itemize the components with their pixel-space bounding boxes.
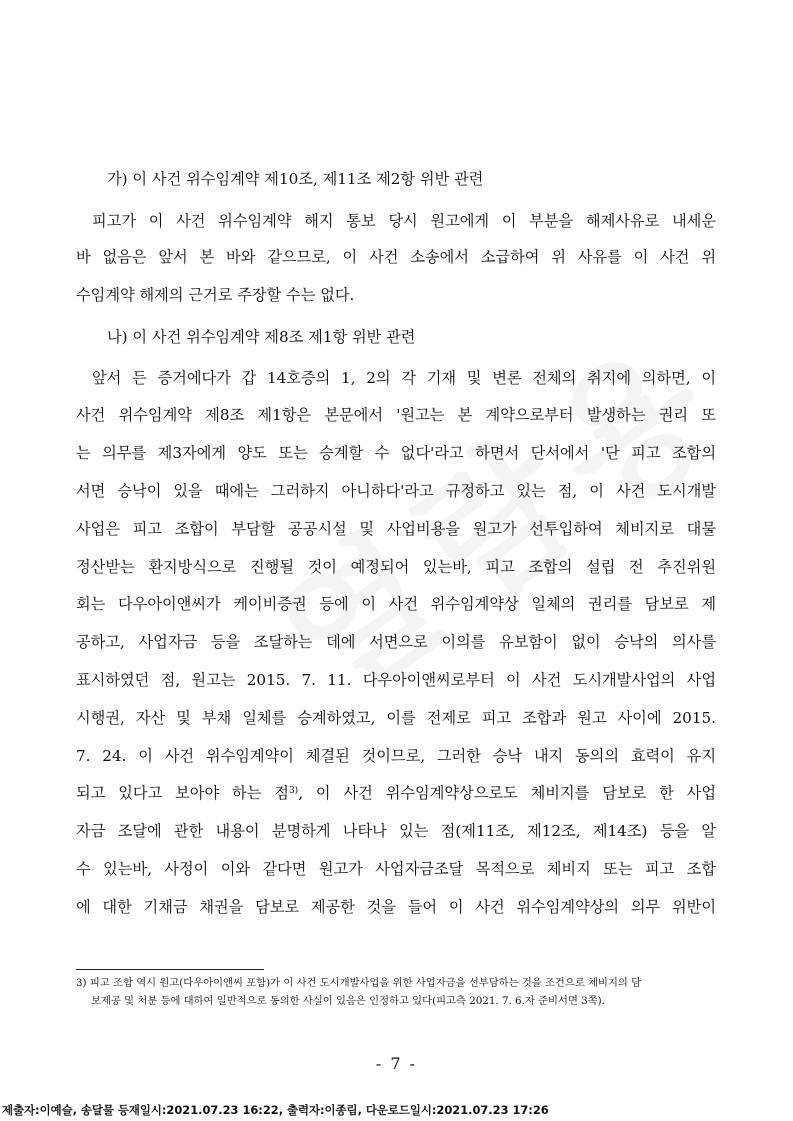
paragraph-line: 에 대한 기채금 채권을 담보로 제공한 것을 들어 이 사건 위수임계약상의 의무 위반이 bbox=[76, 898, 716, 916]
section-a-heading: 가) 이 사건 위수임계약 제10조, 제11조 제2항 위반 관련 bbox=[107, 170, 484, 188]
paragraph-line: 표시하였던 점, 원고는 2015. 7. 11. 다우아이앤씨로부터 이 사건 도시개발사업의 사업 bbox=[76, 671, 716, 689]
section-b-heading: 나) 이 사건 위수임계약 제8조 제1항 위반 관련 bbox=[107, 328, 416, 346]
footnote-ref[interactable]: 3) bbox=[288, 786, 299, 796]
footnote-line bbox=[76, 975, 716, 991]
footnote-text: 피고 조합 역시 원고(다우아이앤씨 포함)가 이 사건 도시개발사업을 위한 사업자금을 선부담하는 것을 조건으로 체비지의 담 bbox=[89, 977, 642, 989]
paragraph-text: , 이 사건 위수임계약상으로도 체비지를 담보로 한 사업 bbox=[298, 784, 716, 802]
paragraph-line: 수임계약 해제의 근거로 주장할 수는 없다. bbox=[76, 286, 355, 304]
paragraph-line: 7. 24. 이 사건 위수임계약이 체결된 것이므로, 그러한 승낙 내지 동의의 효력이 유지 bbox=[76, 747, 716, 765]
footnote-divider bbox=[76, 969, 264, 970]
paragraph-line: 피고가 이 사건 위수임계약 해지 통보 당시 원고에게 이 부분을 해제사유로 내세운 bbox=[92, 212, 716, 230]
paragraph-line: 회는 다우아이앤씨가 케이비증권 등에 이 사건 위수임계약상 일체의 권리를 담보로 제 bbox=[76, 595, 716, 613]
paragraph-line: 는 의무를 제3자에게 양도 또는 승계할 수 없다'라고 하면서 단서에서 '단 피고 조합의 bbox=[76, 444, 716, 462]
paragraph-line-with-footnote-ref bbox=[76, 783, 716, 803]
paragraph-line: 사건 위수임계약 제8조 제1항은 본문에서 '원고는 본 계약으로부터 발생하는 권리 또 bbox=[76, 406, 716, 424]
paragraph-line: 사업은 피고 조합이 부담할 공공시설 및 사업비용을 원고가 선투입하여 체비지로 대물 bbox=[76, 520, 716, 538]
paragraph-line: 정산받는 환지방식으로 진행될 것이 예정되어 있는바, 피고 조합의 설립 전 추진위원 bbox=[76, 558, 716, 576]
paragraph-line: 바 없음은 앞서 본 바와 같으므로, 이 사건 소송에서 소급하여 위 사유를 이 사건 위 bbox=[76, 248, 716, 266]
paragraph-line: 시행권, 자산 및 부채 일체를 승계하였고, 이를 전제로 피고 조합과 원고 사이에 2015. bbox=[76, 709, 716, 727]
page-number: - 7 - bbox=[375, 1054, 418, 1073]
footnote-marker: 3) bbox=[76, 977, 87, 989]
paragraph-line: 앞서 든 증거에다가 갑 14호증의 1, 2의 각 기재 및 변론 전체의 취지에 의하면, 이 bbox=[92, 369, 716, 387]
footnote-line: 보제공 및 처분 등에 대하여 일반적으로 동의한 사실이 있음은 인정하고 있다(피고측 2021. 7. 6.자 준비서면 3쪽). bbox=[91, 995, 605, 1007]
paragraph-line: 자금 조달에 관한 내용이 분명하게 나타나 있는 점(제11조, 제12조, 제14조) 등을 알 bbox=[76, 822, 716, 840]
paragraph-line: 공하고, 사업자금 등을 조달하는 데에 서면으로 이의를 유보함이 없이 승낙의 의사를 bbox=[76, 633, 716, 651]
paragraph-line: 수 있는바, 사정이 이와 같다면 원고가 사업자금조달 목적으로 체비지 또는 피고 조합 bbox=[76, 860, 716, 878]
paragraph-text: 되고 있다고 보아야 하는 점 bbox=[76, 784, 289, 802]
paragraph-line: 서면 승낙이 있을 때에는 그러하지 아니하다'라고 규정하고 있는 점, 이 사건 도시개발 bbox=[76, 482, 716, 500]
document-footer: 제출자:이예슬, 송달물 등재일시:2021.07.23 16:22, 출력자:이종림, 다운로드일시:2021.07.23 17:26 bbox=[2, 1103, 549, 1117]
